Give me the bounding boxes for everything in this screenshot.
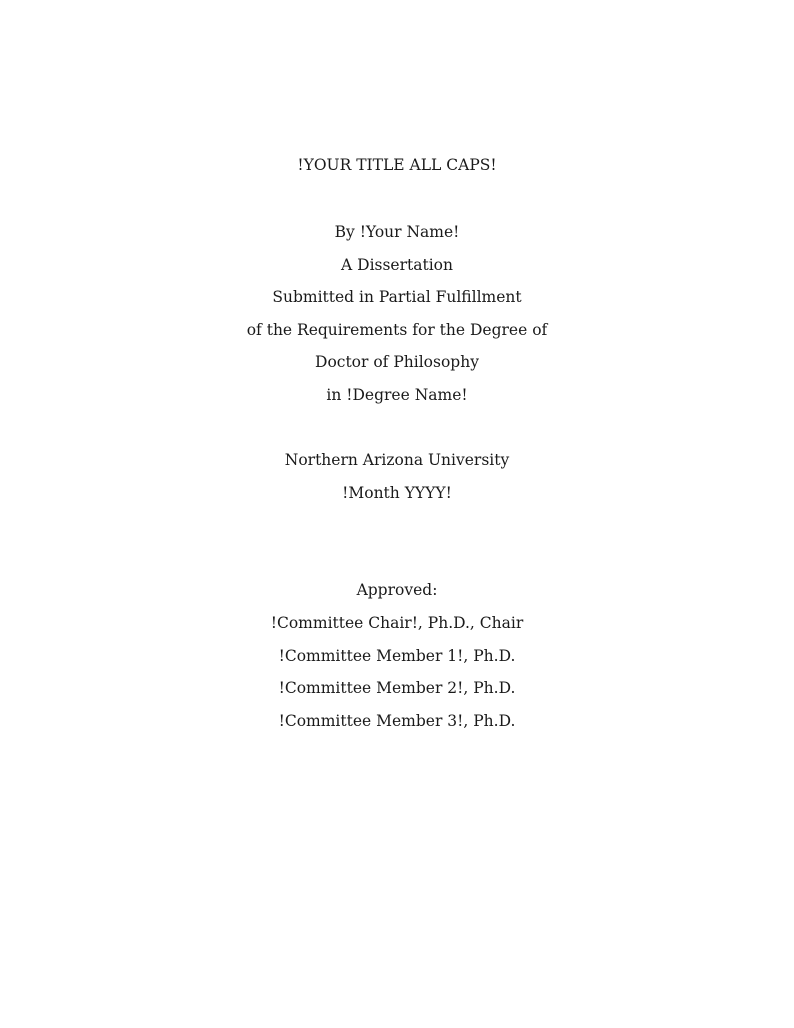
degree-field: in !Degree Name! [326, 386, 468, 404]
submitted-line: Submitted in Partial Fulfillment [272, 288, 522, 306]
document-type: A Dissertation [341, 256, 453, 274]
requirements-line: of the Requirements for the Degree of [246, 321, 548, 339]
author-line: By !Your Name! [334, 223, 460, 241]
committee-member-2: !Committee Member 2!, Ph.D. [278, 679, 516, 697]
approval-heading: Approved: [356, 581, 438, 599]
degree-name: Doctor of Philosophy [315, 353, 479, 371]
committee-member-3: !Committee Member 3!, Ph.D. [278, 712, 516, 730]
committee-chair: !Committee Chair!, Ph.D., Chair [270, 614, 524, 632]
university-name: Northern Arizona University [284, 451, 510, 469]
committee-member-1: !Committee Member 1!, Ph.D. [278, 647, 516, 665]
submission-date: !Month YYYY! [342, 484, 452, 502]
dissertation-title: !YOUR TITLE ALL CAPS! [297, 156, 497, 174]
